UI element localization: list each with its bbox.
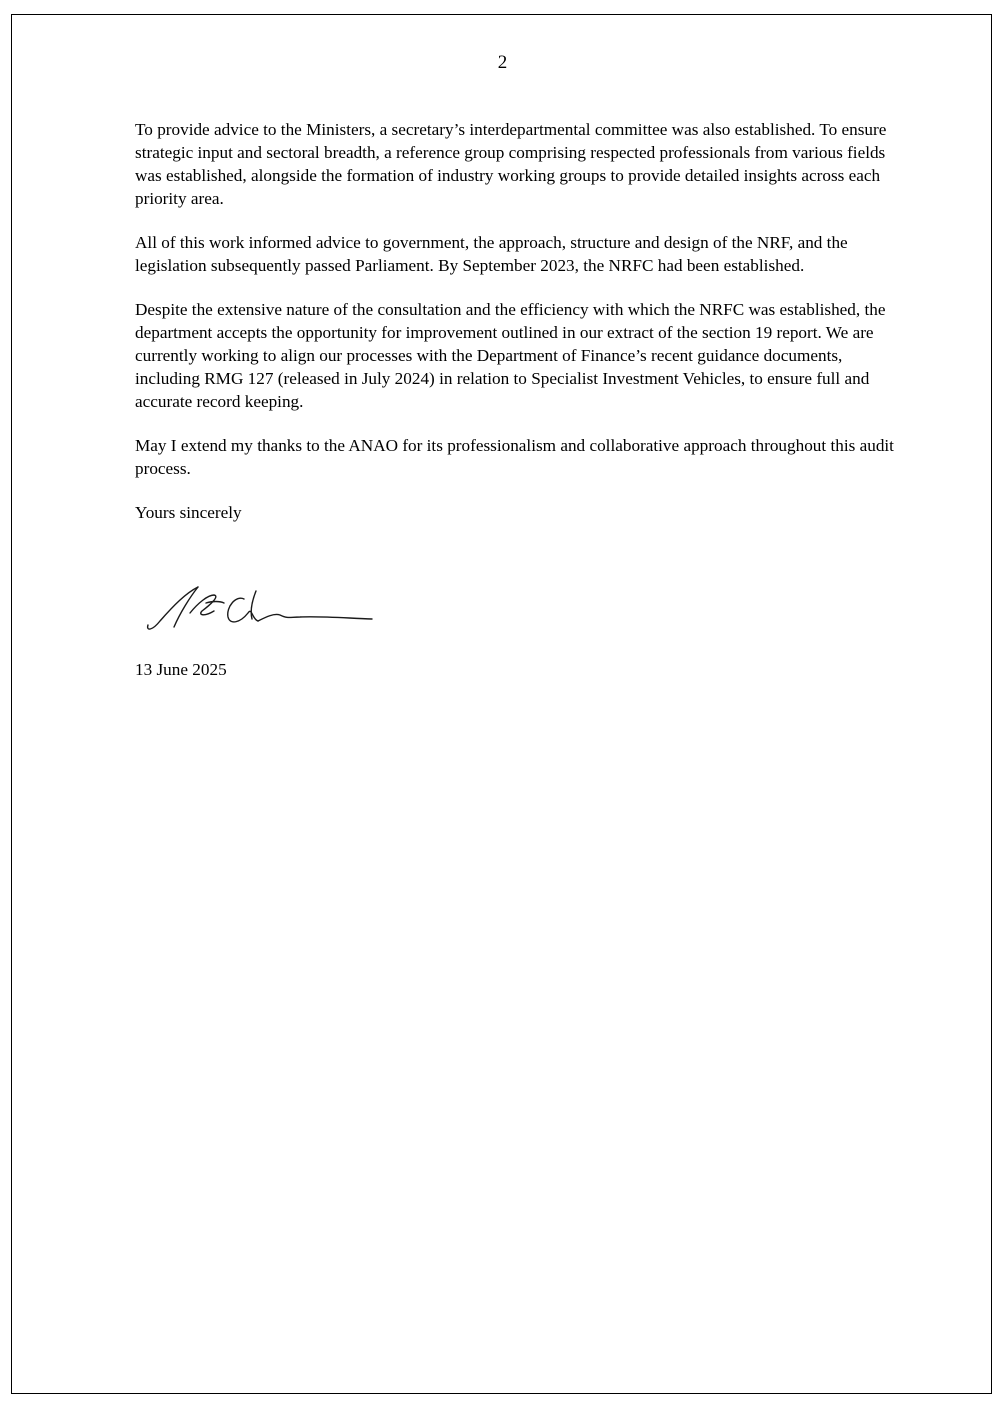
page-number: 2 — [497, 52, 508, 73]
paragraph-advice: All of this work informed advice to government, the approach, structure and design of the NRF, and the legislation subsequently passed Parliament. By September 2023, the NRFC had been established. — [135, 233, 848, 275]
closing-salutation: Yours sincerely — [135, 503, 242, 522]
paragraph-improvement: Despite the extensive nature of the consultation and the efficiency with which the NRFC was established, the department accepts the opportunity for improvement outlined in our extract of the section 19 report. We are currently working to align our processes with the Department of Finance’s recent guidance documents, including RMG 127 (released in July 2024) in relation to Specialist Investment Vehicles, to ensure full and accurate record keeping. — [135, 300, 886, 411]
paragraph-committees: To provide advice to the Ministers, a secretary’s interdepartmental committee was also established. To ensure strategic input and sectoral breadth, a reference group comprising respected professionals from various fields was established, alongside the formation of industry working groups to provide detailed insights across each priority area. — [135, 120, 887, 208]
paragraph-thanks: May I extend my thanks to the ANAO for its professionalism and collaborative approach throughout this audit process. — [135, 436, 894, 478]
letter-body — [135, 118, 895, 524]
handwritten-signature — [140, 583, 380, 643]
signature-date: 13 June 2025 — [135, 660, 227, 679]
